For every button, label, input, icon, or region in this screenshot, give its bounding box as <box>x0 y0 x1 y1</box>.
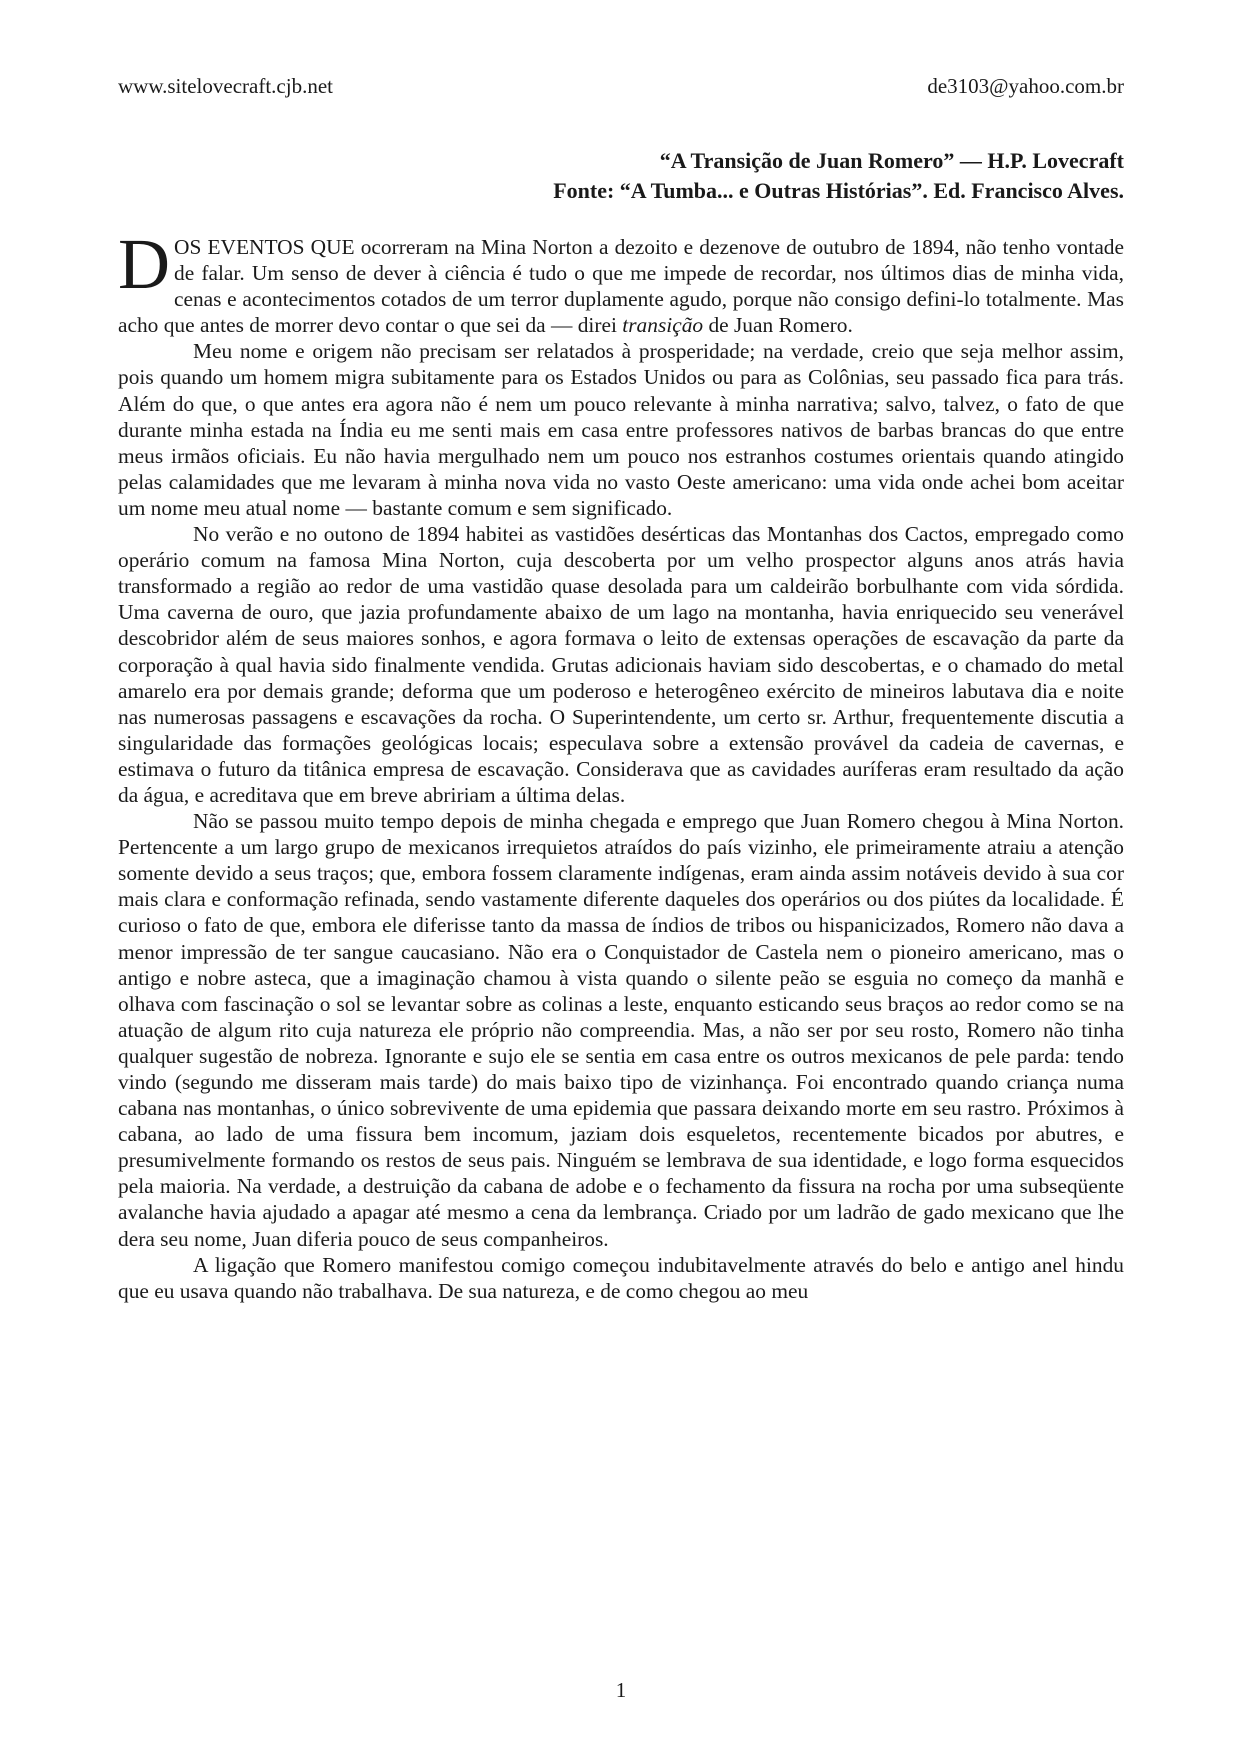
paragraph-3: No verão e no outono de 1894 habitei as vastidões desérticas das Montanhas dos Cactos, empregado como operário comum na famosa Mina Norton, cuja descoberta por um velho prospector alguns anos atrás havia transformado a região ao redor de uma vastidão quase desolada para um caldeirão borbulhante com vida sórdida. Uma caverna de ouro, que jazia profundamente abaixo de um lago na montanha, havia enriquecido seu venerável descobridor além de seus maiores sonhos, e agora formava o leito de extensas operações de escavação da parte da corporação à qual havia sido finalmente vendida. Grutas adicionais haviam sido descobertas, e o chamado do metal amarelo era por demais grande; deforma que um poderoso e heterogêneo exército de mineiros labutava dia e noite nas numerosas passagens e escavações da rocha. O Superintendente, um certo sr. Arthur, frequentemente discutia a singularidade das formações geológicas locais; especulava sobre a extensão provável da cadeia de cavernas, e estimava o futuro da titânica empresa de escavação. Considerava que as cavidades auríferas eram resultado da ação da água, e acreditava que em breve abririam a última delas. <box>118 522 1124 807</box>
paragraph-1-text: OS EVENTOS QUE ocorreram na Mina Norton a dezoito e dezenove de outubro de 1894, não tenho vontade de falar. Um senso de dever à ciência é tudo o que me impede de recordar, nos últimos dias de minha vida, cenas e acontecimentos cotados de um terror duplamente agudo, porque não consigo defini-lo totalmente. Mas acho que antes de morrer devo contar o que sei da — direi <box>118 235 1124 338</box>
italic-term: transição <box>622 313 704 338</box>
paragraph-5: A ligação que Romero manifestou comigo começou indubitavelmente através do belo e antigo anel hindu que eu usava quando não trabalhava. De sua natureza, e de como chegou ao meu <box>118 1252 1124 1303</box>
drop-cap: D <box>118 224 170 304</box>
document-page <box>118 0 1124 1755</box>
story-title: “A Transição de Juan Romero” — H.P. Lovecraft <box>659 148 1124 173</box>
paragraph-4: Não se passou muito tempo depois de minha chegada e emprego que Juan Romero chegou à Mina Norton. Pertencente a um largo grupo de mexicanos irrequietos atraídos do país vizinho, ele primeiramente atraiu a atenção somente devido a seus traços; que, embora fossem claramente indígenas, eram ainda assim notáveis devido à sua cor mais clara e conformação refinada, sendo vastamente diferente daqueles dos operários ou dos piútes da localidade. É curioso o fato de que, embora ele diferisse tanto da massa de índios de tribos ou hispanicizados, Romero não dava a menor impressão de ter sangue caucasiano. Não era o Conquistador de Castela nem o pioneiro americano, mas o antigo e nobre asteca, que a imaginação chamou à vista quando o silente peão se esguia no começo da manhã e olhava com fascinação o sol se levantar sobre as colinas a leste, enquanto esticando seus braços ao redor como se na atuação de algum rito cuja natureza ele próprio não compreendia. Mas, a não ser por seu rosto, Romero não tinha qualquer sugestão de nobreza. Ignorante e sujo ele se sentia em casa entre os outros mexicanos de pele parda: tendo vindo (segundo me disseram mais tarde) do mais baixo tipo de vizinhança. Foi encontrado quando criança numa cabana nas montanhas, o único sobrevivente de uma epidemia que passara deixando morte em seu rastro. Próximos à cabana, ao lado de uma fissura bem incomum, jaziam dois esqueletos, recentemente bicados por abutres, e presumivelmente formando os restos de seus pais. Ninguém se lembrava de sua identidade, e logo forma esquecidos pela maioria. Na verdade, a destruição da cabana de adobe e o fechamento da fissura na rocha por uma subseqüente avalanche havia ajudado a apagar até mesmo a cena da lembrança. Criado por um ladrão de gado mexicano que lhe dera seu nome, Juan diferia pouco de seus companheiros. <box>118 809 1124 1251</box>
paragraph-2: Meu nome e origem não precisam ser relatados à prosperidade; na verdade, creio que seja melhor assim, pois quando um homem migra subitamente para os Estados Unidos ou para as Colônias, seu passado fica para trás. Além do que, o que antes era agora não é nem um pouco relevante à minha narrativa; salvo, talvez, o fato de que durante minha estada na Índia eu me senti mais em casa entre professores nativos de barbas brancas do que entre meus irmãos oficiais. Eu não havia mergulhado nem um pouco nos estranhos costumes orientais quando atingido pelas calamidades que me levaram à minha nova vida no vasto Oeste americano: uma vida onde achei bom aceitar um nome meu atual nome — bastante comum e sem significado. <box>118 339 1124 520</box>
title-block <box>118 146 1124 206</box>
page-header <box>118 74 1124 99</box>
story-body <box>118 224 1124 1304</box>
paragraph-1-end: de Juan Romero. <box>703 313 853 338</box>
site-url: www.sitelovecraft.cjb.net <box>118 74 333 98</box>
contact-email: de3103@yahoo.com.br <box>927 74 1124 98</box>
paragraph-1 <box>118 224 1124 338</box>
page-number: 1 <box>615 1678 627 1702</box>
source-line: Fonte: “A Tumba... e Outras Histórias”. Ed. Francisco Alves. <box>553 178 1124 203</box>
